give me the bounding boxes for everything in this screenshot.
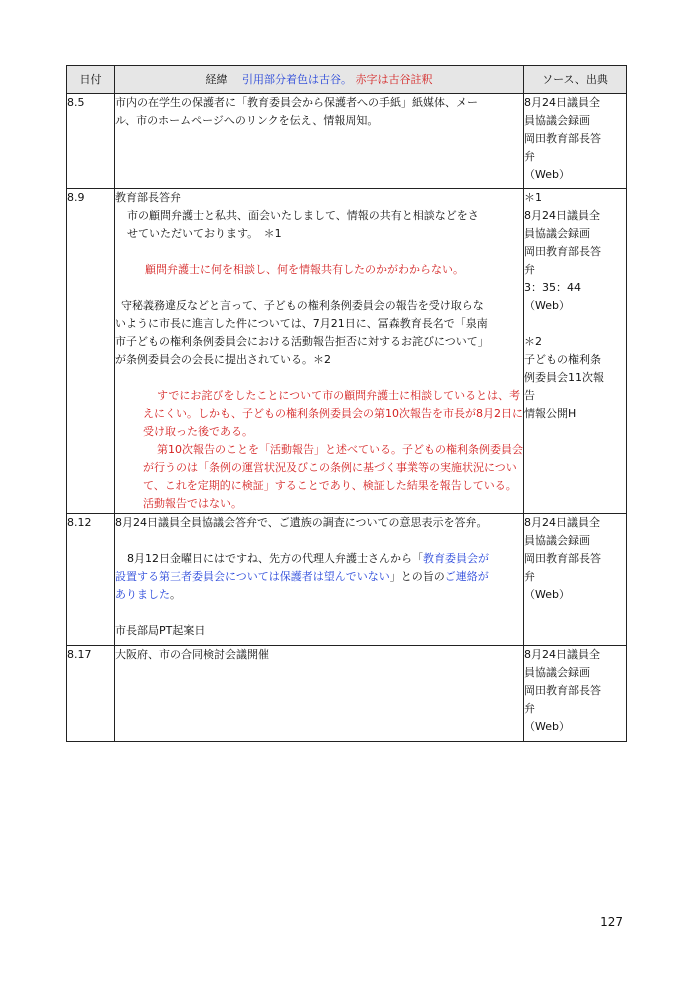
header-date: 日付 [67,66,115,94]
header-body-prefix: 経緯 [205,72,228,86]
source-line: （Web） [524,299,570,312]
source-line: 8月24日議員全 [524,209,600,222]
source-line: 員協議会録画 [524,227,590,240]
source-line: ＊1 [524,191,542,204]
quoted-text: 教育委員会が [423,552,489,565]
source-line: 岡田教育部長答 [524,552,601,565]
row-source [524,514,627,646]
row-date: 8.17 [67,646,115,742]
source-line: 8月24日議員全 [524,96,600,109]
quoted-text: 設置する第三者委員会については保護者は望んでいない [115,570,390,583]
row-date: 8.5 [67,94,115,189]
source-line: 員協議会録画 [524,534,590,547]
page-number: 127 [600,915,623,929]
source-line: 岡田教育部長答 [524,684,601,697]
source-line: 子どもの権利条 [524,353,601,366]
annotation-note: すでにお詫びをしたことについて市の顧問弁護士に相談しているとは、考えにくい。しかも、子どもの権利条例委員会の第10次報告を市長が8月2日に受け取った後である。 [143,389,523,438]
row-text-part: 。 [170,588,181,601]
header-blue-note: 引用部分着色は古谷。 [242,72,352,86]
row-text [115,568,523,586]
row-text [115,550,523,568]
source-line: （Web） [524,588,570,601]
quoted-text: ご連絡が [444,570,489,583]
source-line: 例委員会11次報 [524,371,604,384]
row-text: 大阪府、市の合同検討会議開催 [115,648,269,661]
source-line: ＊2 [524,335,542,348]
row-date: 8.9 [67,189,115,514]
row-text: 市の顧問弁護士と私共、面会いたしまして、情報の共有と相談などをさ [127,209,479,222]
source-line: 8月24日議員全 [524,648,600,661]
row-source [524,94,627,189]
row-text: 教育部長答弁 [115,191,181,204]
row-text: いように市長に進言した件については、7月21日に、冨森教育長名で「泉南 [115,317,488,330]
header-body [115,66,524,94]
source-line: 3：35：44 [524,281,581,294]
annotation-note: 顧問弁護士に何を相談し、何を情報共有したのかがわからない。 [145,263,464,276]
row-text: が条例委員会の会長に提出されている。＊2 [115,353,331,366]
row-text: 8月24日議員全員協議会答弁で、ご遺族の調査についての意思表示を答弁。 [115,516,488,529]
row-body [115,646,524,742]
table-row [67,94,627,189]
row-source [524,646,627,742]
row-text: ル、市のホームページへのリンクを伝え、情報周知。 [115,114,379,127]
source-line: 8月24日議員全 [524,516,600,529]
source-line: （Web） [524,168,570,181]
annotation-note: 第10次報告のことを「活動報告」と述べている。子どもの権利条例委員会が行うのは「条例の運営状況及びこの条例に基づく事業等の実施状況について、これを定期的に検証」することであり、検証した結果を報告している。活動報告ではない。 [143,443,523,510]
row-body [115,94,524,189]
chronology-table [66,65,627,742]
table-row [67,514,627,646]
source-line: （Web） [524,720,570,733]
quoted-text: ありました [115,588,170,601]
header-source: ソース、出典 [524,66,627,94]
row-text-part: 8月12日金曜日にはですね、先方の代理人弁護士さんから「 [127,552,423,565]
source-line: 告 [524,389,535,402]
source-line: 員協議会録画 [524,114,590,127]
row-text [115,586,523,604]
source-line: 情報公開H [524,407,577,420]
row-text-part: 」との旨の [389,570,445,583]
row-text: せていただいております。 ＊1 [127,227,282,240]
row-body [115,514,524,646]
row-text: 市長部局PT起案日 [115,624,206,637]
row-text: 市子どもの権利条例委員会における活動報告拒否に対するお詫びについて」 [115,335,489,348]
source-line: 弁 [524,702,535,715]
source-line: 岡田教育部長答 [524,132,601,145]
table-row [67,189,627,514]
header-red-note: 赤字は古谷註釈 [355,72,433,86]
source-line: 弁 [524,570,535,583]
source-line: 弁 [524,263,535,276]
row-date: 8.12 [67,514,115,646]
row-text: 守秘義務違反などと言って、子どもの権利条例委員会の報告を受け取らな [121,299,484,312]
row-source [524,189,627,514]
row-text: 市内の在学生の保護者に「教育委員会から保護者への手紙」紙媒体、メー [115,96,478,109]
source-line: 岡田教育部長答 [524,245,601,258]
source-line: 員協議会録画 [524,666,590,679]
table-row [67,646,627,742]
row-body [115,189,524,514]
source-line: 弁 [524,150,535,163]
table-header-row [67,66,627,94]
